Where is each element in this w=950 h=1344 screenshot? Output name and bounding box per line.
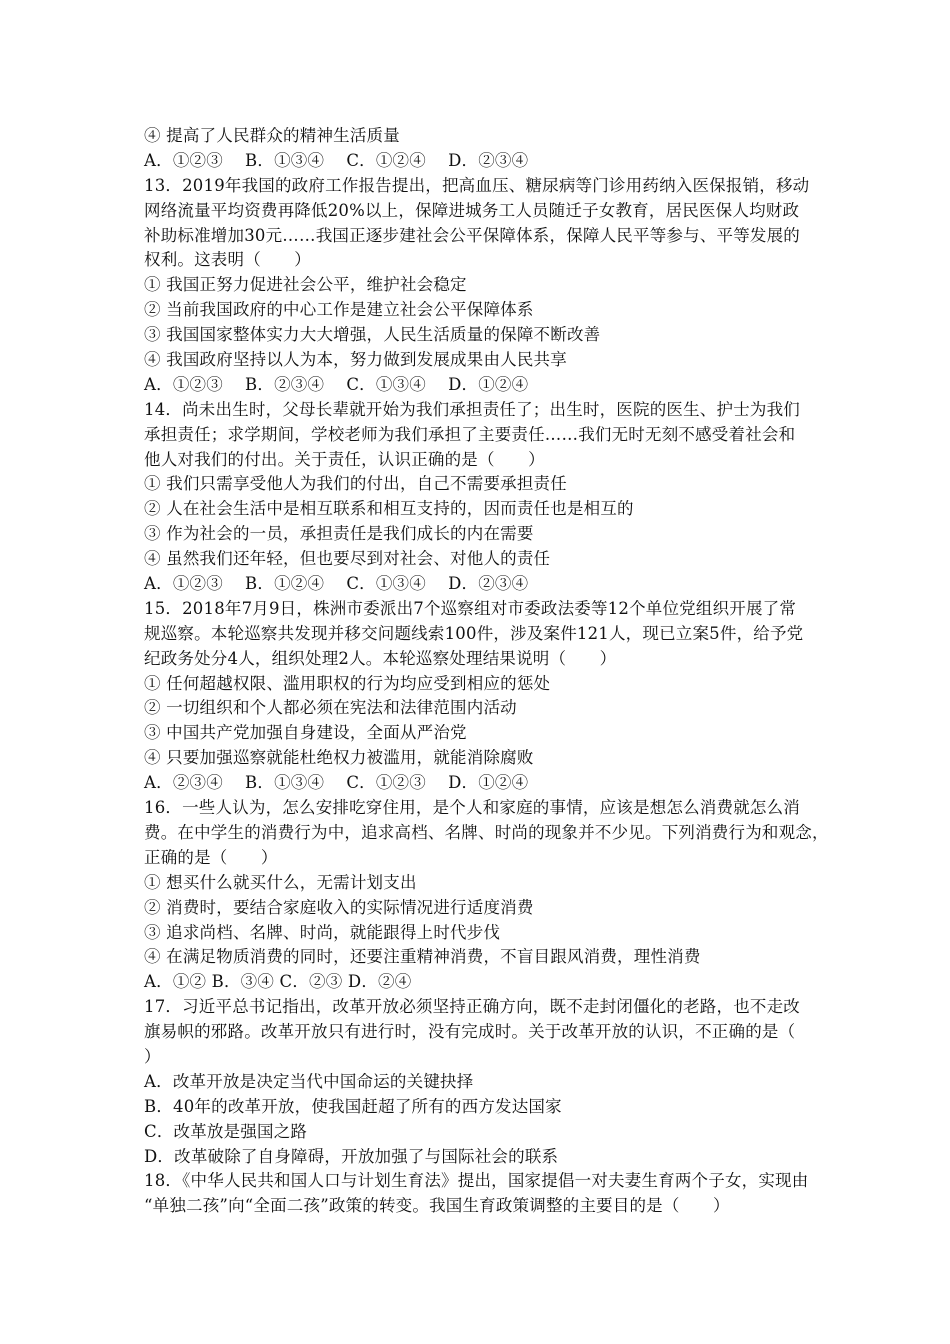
text-line: 他人对我们的付出。关于责任，认识正确的是（ ） [144,449,545,469]
answer-options-line: A．①② B．③④ C．②③ D．②④ [144,972,412,992]
option-d-line: D．改革破除了自身障碍，开放加强了与国际社会的联系 [144,1146,559,1166]
text-line: 规巡察。本轮巡察共发现并移交问题线索100件，涉及案件121人，现已立案5件，给予党 [144,623,804,643]
statement-line: ③ 我国国家整体实力大大增强，人民生活质量的保障不断改善 [144,325,601,345]
statement-line: ③ 中国共产党加强自身建设，全面从严治党 [144,723,467,743]
statement-line: ④ 我国政府坚持以人为本，努力做到发展成果由人民共享 [144,350,567,370]
statement-line: ② 消费时，要结合家庭收入的实际情况进行适度消费 [144,897,534,917]
question-15-stem: 15．2018年7月9日，株洲市委派出7个巡察组对市委政法委等12个单位党组织开展了常 [144,598,797,618]
question-16-stem: 16．一些人认为，怎么安排吃穿住用，是个人和家庭的事情，应该是想怎么消费就怎么消 [144,798,800,818]
answer-options-line: A．①②③ B．①②④ C．①③④ D．②③④ [144,574,529,594]
statement-line: ④ 只要加强巡察就能杜绝权力被滥用，就能消除腐败 [144,748,534,768]
text-line: “单独二孩”向“全面二孩”政策的转变。我国生育政策调整的主要目的是（ ） [144,1196,730,1216]
question-13-stem: 13．2019年我国的政府工作报告提出，把高血压、糖尿病等门诊用药纳入医保报销，移动 [144,175,810,195]
answer-options-line: A．①②③ B．①③④ C．①②④ D．②③④ [144,150,529,170]
statement-line: ③ 追求尚档、名牌、时尚，就能跟得上时代步伐 [144,922,501,942]
answer-options-line: A．①②③ B．②③④ C．①③④ D．①②④ [144,374,529,394]
option-c-line: C．改革放是强国之路 [144,1121,308,1141]
text-line: ） [144,1046,161,1066]
text-line: 费。在中学生的消费行为中，追求高档、名牌、时尚的现象并不少见。下列消费行为和观念， [144,822,829,842]
statement-line: ① 想买什么就买什么，无需计划支出 [144,872,417,892]
statement-line: ④ 在满足物质消费的同时，还要注重精神消费，不盲目跟风消费，理性消费 [144,947,701,967]
question-14-stem: 14．尚未出生时，父母长辈就开始为我们承担责任了；出生时，医院的医生、护士为我们 [144,399,800,419]
text-line: 正确的是（ ） [144,847,278,867]
text-line: 补助标准增加30元……我国正逐步建社会公平保障体系，保障人民平等参与、平等发展的 [144,225,800,245]
text-line: ④ 提高了人民群众的精神生活质量 [144,126,400,145]
option-b-line: B．40年的改革开放，使我国赶超了所有的西方发达国家 [144,1096,562,1116]
statement-line: ② 当前我国政府的中心工作是建立社会公平保障体系 [144,300,534,320]
question-17-stem: 17．习近平总书记指出，改革开放必须坚持正确方向，既不走封闭僵化的老路，也不走改 [144,997,800,1017]
question-18-stem: 18．《中华人民共和国人口与计划生育法》提出，国家提倡一对夫妻生育两个子女，实现由 [144,1171,809,1191]
text-line: 权利。这表明（ ） [144,250,311,270]
text-line: 旗易帜的邪路。改革开放只有进行时，没有完成时。关于改革开放的认识，不正确的是（ [144,1022,796,1042]
option-a-line: A．改革开放是决定当代中国命运的关键抉择 [144,1071,474,1091]
statement-line: ① 我国正努力促进社会公平，维护社会稳定 [144,275,467,295]
answer-options-line: A．②③④ B．①③④ C．①②③ D．①②④ [144,773,529,793]
statement-line: ① 任何超越权限、滥用职权的行为均应受到相应的惩处 [144,673,551,693]
text-line: 网络流量平均资费再降低20%以上，保障进城务工人员随迁子女教育，居民医保人均财政 [144,200,800,220]
statement-line: ② 一切组织和个人都必须在宪法和法律范围内活动 [144,698,517,718]
text-line: 纪政务处分4人，组织处理2人。本轮巡察处理结果说明（ ） [144,648,617,668]
statement-line: ④ 虽然我们还年轻，但也要尽到对社会、对他人的责任 [144,549,551,569]
question-text-body [144,124,829,1219]
statement-line: ③ 作为社会的一员，承担责任是我们成长的内在需要 [144,524,534,544]
statement-line: ② 人在社会生活中是相互联系和相互支持的，因而责任也是相互的 [144,499,634,519]
text-line: 承担责任；求学期间，学校老师为我们承担了主要责任……我们无时无刻不感受着社会和 [144,424,796,444]
statement-line: ① 我们只需享受他人为我们的付出，自己不需要承担责任 [144,474,567,494]
